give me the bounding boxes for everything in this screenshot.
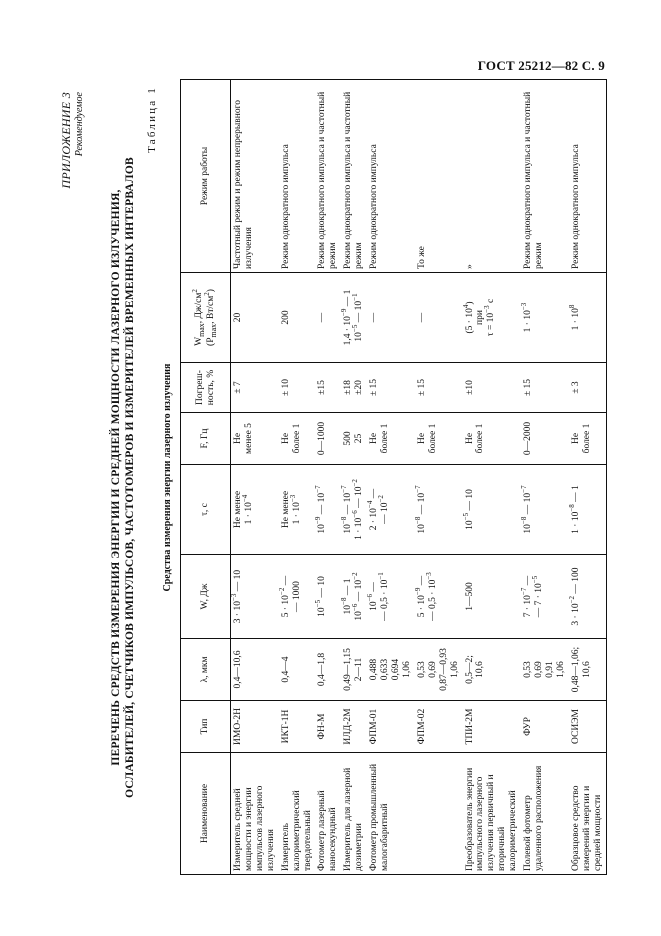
cell-type: ФН-М (315, 701, 341, 753)
exponent: −2 (351, 572, 360, 580)
exponent: −9 (314, 516, 323, 525)
f-line: более 1 (581, 423, 592, 454)
cell-line (233, 468, 244, 551)
cell-tau (521, 465, 569, 555)
value-text: — 10 (380, 502, 391, 524)
cell-error (463, 363, 522, 413)
cell-w (279, 555, 316, 639)
cell-error (341, 363, 367, 413)
f-line: Не (280, 432, 291, 445)
cell-line (413, 558, 428, 635)
cell-name: Полевой фотометр удаленного расположения (521, 753, 569, 875)
cell-line (365, 558, 380, 635)
error-line: ± 3 (570, 381, 581, 394)
cell-line (413, 468, 428, 551)
table-subtitle: Средства измерения энергии лазерного излучения (162, 363, 173, 592)
value-text: — 1 (343, 578, 354, 598)
exponent: −5 (530, 575, 539, 584)
cell-mode: Режим однократного импульса (569, 80, 606, 273)
cell-error (521, 363, 569, 413)
cell-type: ФПМ-01 (367, 701, 415, 753)
exponent: −3 (483, 305, 492, 313)
value-text: 200 (280, 310, 291, 325)
col-header-wmax-line1: $W_{max}$, $Дж/см^2$ (190, 289, 206, 346)
exponent: −8 (567, 504, 576, 512)
cell-line (461, 276, 476, 359)
value-text: — (416, 575, 427, 588)
cell-error (279, 363, 316, 413)
exponent: −5 (314, 599, 323, 608)
rotated-page-content (58, 80, 606, 875)
cell-lambda (415, 639, 463, 701)
error-line: ±18 (343, 380, 354, 395)
cell-f (463, 413, 522, 465)
value-text: с (486, 298, 497, 306)
value-text: — 0,5 · 10 (380, 579, 391, 621)
cell-tau (463, 465, 522, 555)
exponent: −2 (277, 587, 286, 596)
cell-lambda (341, 639, 367, 701)
error-line: ± 15 (369, 378, 380, 397)
table-row (315, 80, 341, 875)
value-text: 10 (317, 524, 328, 534)
cell-line (417, 276, 428, 359)
exponent: −7 (413, 485, 422, 493)
value-text: — (523, 575, 534, 588)
col-header-tau: τ, с (181, 465, 231, 555)
cell-line (530, 558, 545, 635)
cell-line (567, 558, 582, 635)
exponent: −2 (567, 595, 576, 604)
col-header-wmax (181, 273, 231, 363)
cell-lambda (279, 639, 316, 701)
cell-w (521, 555, 569, 639)
cell-w (367, 555, 415, 639)
exponent: −6 (351, 510, 360, 518)
cell-mode: Частотный режим и режим непрерывного излучения (231, 80, 279, 273)
cell-tau (315, 465, 341, 555)
value-text: 7 · 10 (523, 595, 534, 618)
value-text: — 10 (317, 492, 328, 517)
f-line: более 1 (291, 423, 302, 454)
value-text: 10 (523, 524, 534, 534)
cell-mode: » (463, 80, 522, 273)
value-text: 1 · 10 (243, 502, 254, 525)
cell-line (365, 468, 380, 551)
cell-tau (231, 465, 279, 555)
exponent: −7 (519, 587, 528, 596)
error-line: ± 10 (280, 378, 291, 397)
col-header-w: W, Дж (181, 555, 231, 639)
f-line: 0—2000 (523, 421, 534, 456)
value-text: (5 · 10 (464, 308, 475, 334)
exponent: −5 (461, 512, 470, 521)
f-line: более 1 (380, 423, 391, 454)
lambda-line: 0,91 (544, 661, 555, 678)
cell-lambda (569, 639, 606, 701)
exponent: −4 (365, 500, 374, 509)
cell-name: Измеритель средней мощности и энергии импульсов лазерного излучения (231, 753, 279, 875)
cell-line (483, 276, 497, 359)
exponent: −1 (351, 293, 360, 301)
cell-type: ФУР (521, 701, 569, 753)
value-text: 1,4 · 10 (343, 316, 354, 346)
cell-lambda (231, 639, 279, 701)
value-text: 1 · 10 (291, 502, 302, 525)
lambda-line: 0,5—2; (464, 655, 475, 684)
f-line: Не (464, 432, 475, 445)
lambda-line: 0,87—0,93 (438, 648, 449, 691)
lambda-line: 0,694 (390, 658, 401, 681)
exponent: −1 (376, 572, 385, 580)
error-line: ±20 (354, 380, 365, 395)
f-line: Не (570, 432, 581, 445)
col-header-type: Тип (181, 701, 231, 753)
value-text: — (416, 312, 427, 323)
lambda-line: 0,49—1,15 (343, 648, 354, 691)
lambda-line: 1,06 (401, 661, 412, 678)
table-row (341, 80, 367, 875)
value-text: 20 (233, 312, 243, 323)
cell-f (367, 413, 415, 465)
value-text: 10 (464, 520, 475, 530)
value-text: 1 · 10 (570, 308, 581, 331)
exponent: −2 (376, 495, 385, 503)
cell-mode: Режим однократного импульса (279, 80, 316, 273)
cell-tau (367, 465, 415, 555)
cell-line (314, 558, 328, 635)
cell-mode: Режим однократного импульса и частотный режим (341, 80, 367, 273)
cell-mode: То же (415, 80, 463, 273)
appendix-note: Рекомендуемое (73, 92, 85, 157)
lambda-line: 0,488 (369, 658, 380, 681)
exponent: −4 (240, 494, 249, 503)
value-text: — (280, 575, 291, 588)
table-row (463, 80, 522, 875)
f-line: менее 5 (243, 423, 254, 454)
cell-line (281, 468, 292, 551)
cell-tau (341, 465, 367, 555)
exponent: −6 (365, 593, 374, 602)
cell-line (340, 558, 354, 635)
lambda-line: 0,53 (416, 661, 427, 678)
cell-line (351, 468, 365, 551)
exponent: −3 (519, 302, 528, 311)
f-line: 0—1000 (317, 421, 328, 456)
lambda-line: 1,06 (449, 661, 460, 678)
error-line: ± 7 (233, 381, 243, 394)
lambda-line: 0,4—1,8 (317, 652, 328, 687)
f-line: Не (233, 432, 243, 445)
cell-type: ИМО-2Н (231, 701, 279, 753)
cell-wmax (463, 273, 522, 363)
cell-error (569, 363, 606, 413)
value-text: 3 · 10 (570, 603, 581, 626)
exponent: −6 (351, 603, 360, 612)
error-line: ± 15 (523, 378, 534, 397)
table-row (231, 80, 279, 875)
cell-tau (279, 465, 316, 555)
table-body (231, 80, 607, 875)
title-line-2: ОСЛАБИТЕЛЕЙ, СЧЕТЧИКОВ ИМПУЛЬСОВ, ЧАСТОТОМЕРОВ И ИЗМЕРИТЕЛЕЙ ВРЕМЕННЫХ ИНТЕРВАЛОВ (123, 157, 136, 798)
value-text: — 10 (354, 579, 365, 604)
value-text: τ = 10 (486, 312, 497, 337)
cell-line (465, 558, 476, 635)
document-title (110, 80, 138, 875)
cell-name: Образцовое средство измерений энергии и средней мощности (569, 753, 606, 875)
cell-name (415, 753, 463, 875)
value-text: — 1 (570, 485, 581, 505)
value-text: — 100 (570, 567, 581, 596)
cell-error (367, 363, 415, 413)
lambda-line: 0,48—1,06; (570, 646, 581, 693)
value-text: — (369, 488, 380, 501)
cell-f (279, 413, 316, 465)
col-header-mode: Режим работы (181, 80, 231, 273)
exponent: −8 (340, 597, 349, 605)
value-text: 1 · 10 (523, 310, 534, 333)
cell-line (475, 276, 486, 359)
value-text: 10 (416, 524, 427, 534)
cell-name: Фотометр промышленный малогабаритный (367, 753, 415, 875)
f-line: более 1 (475, 423, 486, 454)
instruments-table (180, 79, 607, 875)
cell-type: ФПМ-02 (415, 701, 463, 753)
f-line: Не (416, 432, 427, 445)
cell-line (424, 558, 439, 635)
exponent: −8 (340, 516, 349, 525)
cell-line (340, 276, 354, 359)
cell-type: ИЛД-2М (341, 701, 367, 753)
cell-line (461, 468, 476, 551)
cell-f (569, 413, 606, 465)
value-text: — 1 (343, 289, 354, 309)
cell-tau (415, 465, 463, 555)
cell-line (369, 276, 380, 359)
value-text: ) (464, 301, 475, 305)
cell-wmax (279, 273, 316, 363)
cell-line (314, 468, 328, 551)
cell-line (351, 276, 365, 359)
exponent: 4 (461, 304, 470, 309)
cell-wmax (415, 273, 463, 363)
table-row (415, 80, 463, 875)
value-text: 1—500 (464, 582, 475, 611)
table-row (279, 80, 316, 875)
cell-line (317, 276, 328, 359)
cell-wmax (521, 273, 569, 363)
cell-line (519, 468, 534, 551)
col-header-f: F, Гц (181, 413, 231, 465)
cell-line (567, 468, 582, 551)
cell-name: Измеритель для лазерной дозиметрии (341, 753, 367, 875)
col-header-name: Наименование (181, 753, 231, 875)
cell-line (567, 276, 582, 359)
table-row (367, 80, 415, 875)
table-header-row (181, 80, 231, 875)
col-header-error-line2: ность, % (205, 369, 216, 406)
f-line: Не (369, 432, 380, 445)
cell-error (415, 363, 463, 413)
page-header: ГОСТ 25212—82 С. 9 (477, 58, 605, 73)
cell-error (315, 363, 341, 413)
f-line: 25 (354, 433, 365, 444)
exponent: −3 (424, 572, 433, 580)
lambda-line: 0,633 (380, 658, 391, 681)
exponent: 8 (567, 304, 576, 309)
cell-line (376, 468, 391, 551)
value-text: — 10 (464, 489, 475, 513)
cell-w (231, 555, 279, 639)
cell-error (231, 363, 279, 413)
value-text: 3 · 10 (233, 601, 243, 624)
cell-line (519, 276, 534, 359)
lambda-line: 0,69 (427, 661, 438, 678)
col-header-pmax-line2: ($P_{max}$, $Вт/см^2$) (202, 289, 218, 346)
lambda-line: 10,6 (475, 661, 486, 678)
cell-line (240, 468, 255, 551)
cell-line (351, 558, 365, 635)
value-text: 10 (354, 611, 365, 621)
exponent: −7 (314, 485, 323, 493)
lambda-line: 0,4—4 (280, 656, 291, 683)
cell-wmax (569, 273, 606, 363)
table-row (569, 80, 606, 875)
cell-lambda (315, 639, 341, 701)
lambda-line: 10,6 (581, 661, 592, 678)
cell-f (415, 413, 463, 465)
cell-line (288, 468, 303, 551)
value-text: — 0,5 · 10 (427, 579, 438, 621)
exponent: −9 (413, 587, 422, 596)
value-text: 10 (343, 604, 354, 615)
value-text: 10 (343, 524, 354, 534)
cell-f (231, 413, 279, 465)
value-text: — 10 (317, 576, 328, 600)
lambda-line: 0,69 (534, 661, 545, 678)
col-header-error (181, 363, 231, 413)
cell-name: Измеритель калориметрический твердотельный (279, 753, 316, 875)
cell-line (519, 558, 534, 635)
cell-type: ИКТ-1Н (279, 701, 316, 753)
value-text: — 1000 (291, 581, 302, 612)
cell-line (376, 558, 391, 635)
cell-wmax (231, 273, 279, 363)
value-text: 1 · 10 (354, 517, 365, 540)
value-text: Не менее (233, 490, 243, 529)
value-text: — 10 (416, 492, 427, 517)
value-text: — 7 · 10 (534, 583, 545, 618)
error-line: ± 15 (416, 378, 427, 397)
cell-tau (569, 465, 606, 555)
cell-line (277, 558, 292, 635)
lambda-line: 0,53 (523, 661, 534, 678)
value-text: — 10 (343, 492, 354, 517)
cell-wmax (341, 273, 367, 363)
value-text: — (369, 312, 380, 323)
exponent: −2 (351, 479, 360, 487)
value-text: — 10 (233, 569, 243, 594)
cell-name: Фотометр лазерный наносекундный (315, 753, 341, 875)
appendix-label: ПРИЛОЖЕНИЕ 3 (59, 92, 73, 189)
title-line-1: ПЕРЕЧЕНЬ СРЕДСТВ ИЗМЕРЕНИЯ ЭНЕРГИИ И СРЕДНЕЙ МОЩНОСТИ ЛАЗЕРНОГО ИЗЛУЧЕНИЯ, (110, 189, 122, 766)
cell-line (281, 276, 292, 359)
cell-line (292, 558, 303, 635)
value-text: — 10 (354, 486, 365, 511)
appendix-block (60, 92, 85, 189)
value-text: Не менее (280, 490, 291, 529)
table-label: Таблица 1 (146, 86, 158, 153)
cell-wmax (315, 273, 341, 363)
error-line: ±15 (317, 380, 328, 395)
value-text: — 10 (523, 492, 534, 517)
cell-lambda (367, 639, 415, 701)
cell-f (315, 413, 341, 465)
cell-name: Преобразователь энергии импульсного лазерного излучения первичный и вторичный калориметрический (463, 753, 522, 875)
cell-type: ТПИ-2М (463, 701, 522, 753)
exponent: −3 (288, 494, 297, 503)
cell-line (233, 276, 244, 359)
cell-w (415, 555, 463, 639)
error-line: ±10 (464, 380, 475, 395)
value-text: — 10 (354, 300, 365, 325)
value-text: 10 (354, 332, 365, 342)
cell-w (463, 555, 522, 639)
value-text: — (369, 582, 380, 594)
exponent: −8 (519, 516, 528, 525)
cell-w (341, 555, 367, 639)
value-text: 1 · 10 (570, 511, 581, 534)
exponent: −7 (340, 485, 349, 493)
lambda-line: 0,4—10,6 (233, 650, 243, 689)
value-text: 10 (369, 601, 380, 611)
cell-wmax (367, 273, 415, 363)
cell-mode: Режим однократного импульса и частотный режим (315, 80, 341, 273)
exponent: −7 (519, 485, 528, 493)
cell-f (341, 413, 367, 465)
table-row (521, 80, 569, 875)
cell-lambda (521, 639, 569, 701)
cell-w (315, 555, 341, 639)
value-text: 10 (317, 607, 328, 617)
cell-lambda (463, 639, 522, 701)
lambda-line: 2—11 (354, 657, 365, 682)
exponent: −5 (351, 324, 360, 333)
cell-line (229, 558, 244, 635)
exponent: −9 (340, 308, 349, 317)
cell-f (521, 413, 569, 465)
cell-mode: Режим однократного импульса и частотный режим (521, 80, 569, 273)
cell-type: ОСИЭМ (569, 701, 606, 753)
value-text: 5 · 10 (416, 595, 427, 618)
col-header-lambda: λ, мкм (181, 639, 231, 701)
value-text: 2 · 10 (369, 508, 380, 531)
value-text: 5 · 10 (280, 595, 291, 618)
value-text: при (475, 310, 486, 325)
value-text: — (317, 312, 328, 323)
cell-mode: Режим однократного импульса (367, 80, 415, 273)
f-line: более 1 (427, 423, 438, 454)
exponent: −3 (229, 593, 238, 602)
col-header-error-line1: Погреш- (194, 370, 205, 405)
f-line: 500 (343, 431, 354, 446)
cell-w (569, 555, 606, 639)
exponent: −8 (413, 516, 422, 525)
lambda-line: 1,06 (555, 661, 566, 678)
